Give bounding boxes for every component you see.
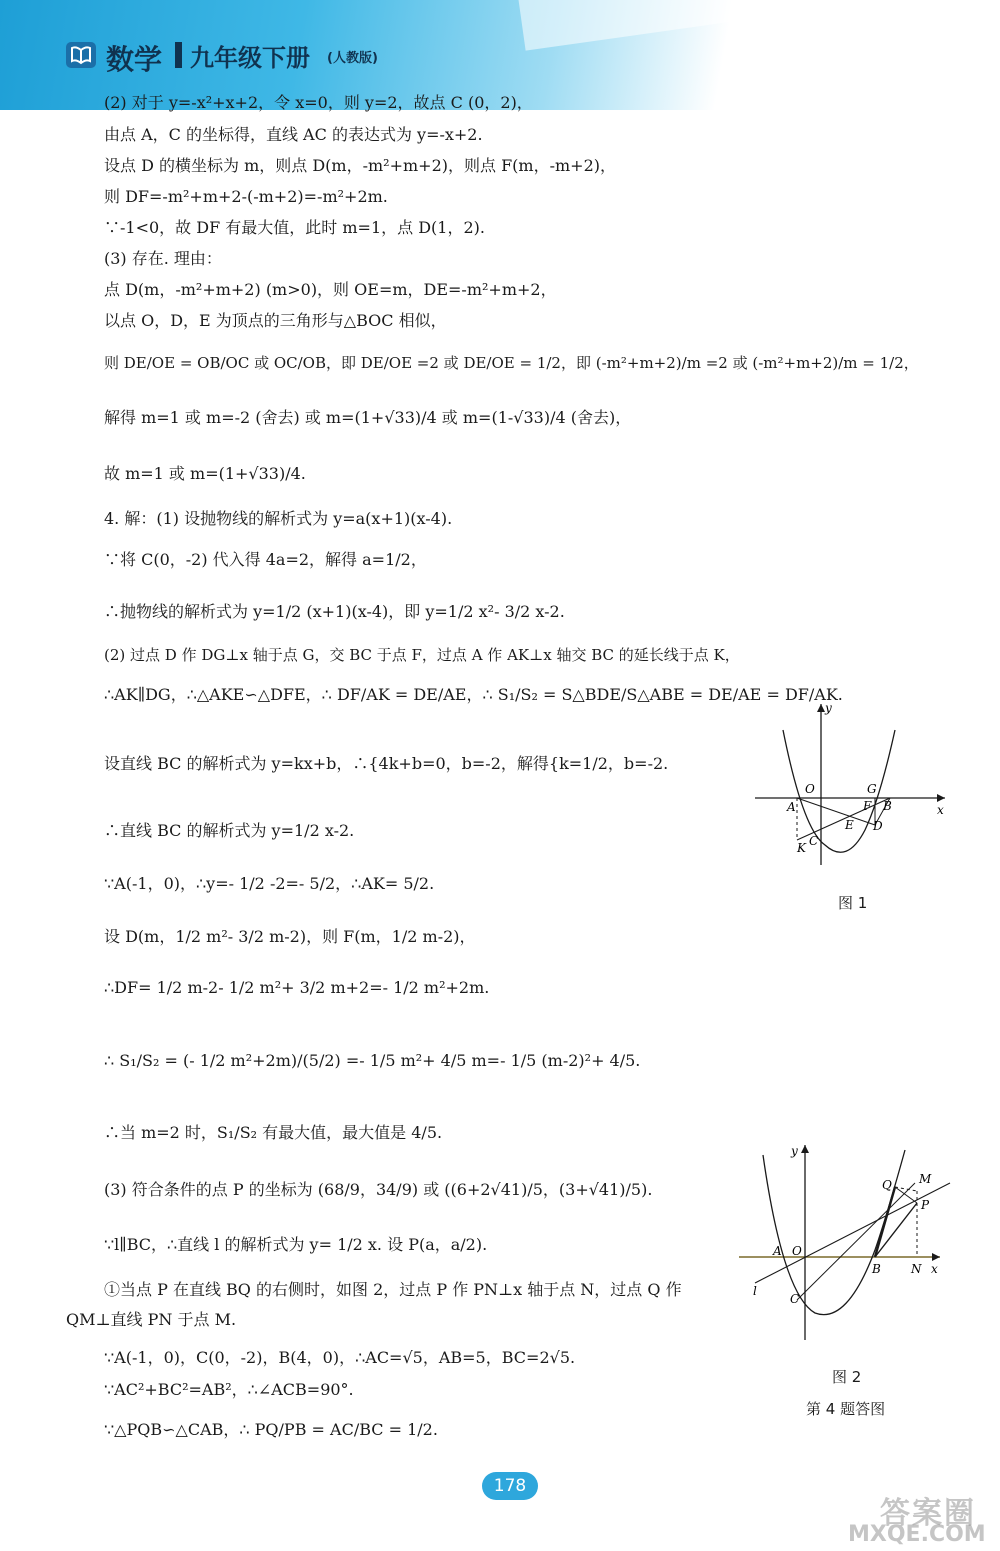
text-line: 设点 D 的横坐标为 m，则点 D(m，-m²+m+2)，则点 F(m，-m+2)，	[104, 156, 616, 175]
segment-pq	[895, 1187, 917, 1203]
text-line: ∵-1<0，故 DF 有最大值，此时 m=1，点 D(1，2).	[104, 218, 485, 237]
label: B	[872, 1262, 881, 1276]
label: P	[921, 1198, 930, 1212]
text-line: ①当点 P 在直线 BQ 的右侧时，如图 2，过点 P 作 PN⊥x 轴于点 N，过点 Q 作	[104, 1280, 682, 1299]
book-logo-icon	[66, 42, 96, 68]
text-line: 则 DE/OE = OB/OC 或 OC/OB，即 DE/OE =2 或 DE/OE = 1/2，即 (-m²+m+2)/m =2 或 (-m²+m+2)/m = 1/2，	[104, 354, 919, 372]
parabola	[763, 1150, 905, 1315]
watermark-text: 答案圈	[880, 1496, 976, 1531]
text-line: 解得 m=1 或 m=-2 (舍去) 或 m=(1+√33)/4 或 m=(1-√33)/4 (舍去)，	[104, 408, 632, 427]
label: C	[790, 1292, 800, 1306]
page-number: 178	[482, 1472, 538, 1500]
header-decoration	[517, 0, 822, 51]
text-line: ∴DF= 1/2 m-2- 1/2 m²+ 3/2 m+2=- 1/2 m²+2m.	[104, 978, 490, 997]
text-line: ∵A(-1，0)，C(0，-2)，B(4，0)，∴AC=√5，AB=5，BC=2√5.	[104, 1348, 576, 1367]
text-line: ∵AC²+BC²=AB²，∴∠ACB=90°.	[104, 1380, 354, 1399]
label: A	[773, 1244, 782, 1258]
label: O	[792, 1244, 802, 1258]
label: C	[809, 834, 819, 848]
label: G	[867, 782, 877, 796]
text-line: 点 D(m，-m²+m+2) (m>0)，则 OE=m，DE=-m²+m+2，	[104, 280, 557, 299]
label: F	[863, 799, 872, 813]
text-line: 由点 A，C 的坐标得，直线 AC 的表达式为 y=-x+2.	[104, 125, 483, 144]
label: l	[753, 1284, 757, 1298]
label: A	[787, 800, 796, 814]
label: E	[845, 818, 854, 832]
line-bc	[797, 1183, 915, 1300]
label: M	[919, 1172, 932, 1186]
figure-2-diagram	[735, 1135, 955, 1345]
figure-2-caption: 图 2	[832, 1368, 862, 1386]
edition-label: (人教版)	[327, 51, 378, 66]
header-divider	[175, 42, 182, 68]
text-line: ∵△PQB∽△CAB，∴ PQ/PB = AC/BC = 1/2.	[104, 1420, 438, 1439]
text-line: ∵将 C(0，-2) 代入得 4a=2，解得 a=1/2，	[104, 550, 427, 569]
text-line: ∴当 m=2 时，S₁/S₂ 有最大值，最大值是 4/5.	[104, 1123, 443, 1142]
text-line: 则 DF=-m²+m+2-(-m+2)=-m²+2m.	[104, 187, 388, 206]
label: x	[937, 803, 944, 817]
watermark-url: MXQE.COM	[848, 1522, 986, 1547]
text-line: QM⊥直线 PN 于点 M.	[66, 1310, 237, 1329]
label: K	[797, 841, 806, 855]
segment-bq	[875, 1187, 895, 1257]
figure-1-caption: 图 1	[838, 894, 868, 912]
text-line: ∴ S₁/S₂ = (- 1/2 m²+2m)/(5/2) =- 1/5 m²+ 4/5 m=- 1/5 (m-2)²+ 4/5.	[104, 1051, 641, 1070]
text-line: ∵A(-1，0)，∴y=- 1/2 -2=- 5/2，∴AK= 5/2.	[104, 874, 435, 893]
text-line: (3) 存在. 理由：	[104, 249, 222, 268]
parabola	[783, 730, 895, 852]
label: x	[931, 1262, 938, 1276]
text-line: 设 D(m，1/2 m²- 3/2 m-2)，则 F(m，1/2 m-2)，	[104, 927, 476, 946]
label: D	[873, 819, 883, 833]
text-line: (2) 过点 D 作 DG⊥x 轴于点 G，交 BC 于点 F，过点 A 作 AK⊥x 轴交 BC 的延长线于点 K，	[104, 646, 740, 664]
label: y	[791, 1144, 798, 1158]
text-line: ∵l∥BC，∴直线 l 的解析式为 y= 1/2 x. 设 P(a，a/2).	[104, 1235, 488, 1254]
text-line: ∴抛物线的解析式为 y=1/2 (x+1)(x-4)，即 y=1/2 x²- 3/2 x-2.	[104, 602, 565, 621]
text-line: 设直线 BC 的解析式为 y=kx+b，∴{4k+b=0，b=-2，解得{k=1/2，b=-2.	[104, 754, 669, 773]
grade-title: 九年级下册	[190, 44, 310, 72]
label: N	[911, 1262, 922, 1276]
label: y	[825, 701, 832, 715]
text-line: ∴AK∥DG，∴△AKE∽△DFE，∴ DF/AK = DE/AE，∴ S₁/S₂ = S△BDE/S△ABE = DE/AE = DF/AK.	[104, 685, 843, 704]
figure-1-diagram	[755, 700, 955, 870]
subject-title: 数学	[106, 43, 163, 76]
text-line: ∴直线 BC 的解析式为 y=1/2 x-2.	[104, 821, 355, 840]
text-line: (3) 符合条件的点 P 的坐标为 (68/9，34/9) 或 ((6+2√41)/5，(3+√41)/5).	[104, 1180, 653, 1199]
label: O	[805, 782, 815, 796]
text-line: (2) 对于 y=-x²+x+2，令 x=0，则 y=2，故点 C (0，2)，	[104, 93, 533, 112]
figure-group-title: 第 4 题答图	[806, 1400, 886, 1418]
label: B	[883, 799, 892, 813]
text-line: 故 m=1 或 m=(1+√33)/4.	[104, 464, 306, 483]
text-line: 以点 O，D，E 为顶点的三角形与△BOC 相似，	[104, 311, 447, 330]
watermark-logo	[840, 1488, 990, 1546]
text-line: 4. 解：(1) 设抛物线的解析式为 y=a(x+1)(x-4).	[104, 509, 453, 528]
label: Q	[882, 1178, 892, 1192]
